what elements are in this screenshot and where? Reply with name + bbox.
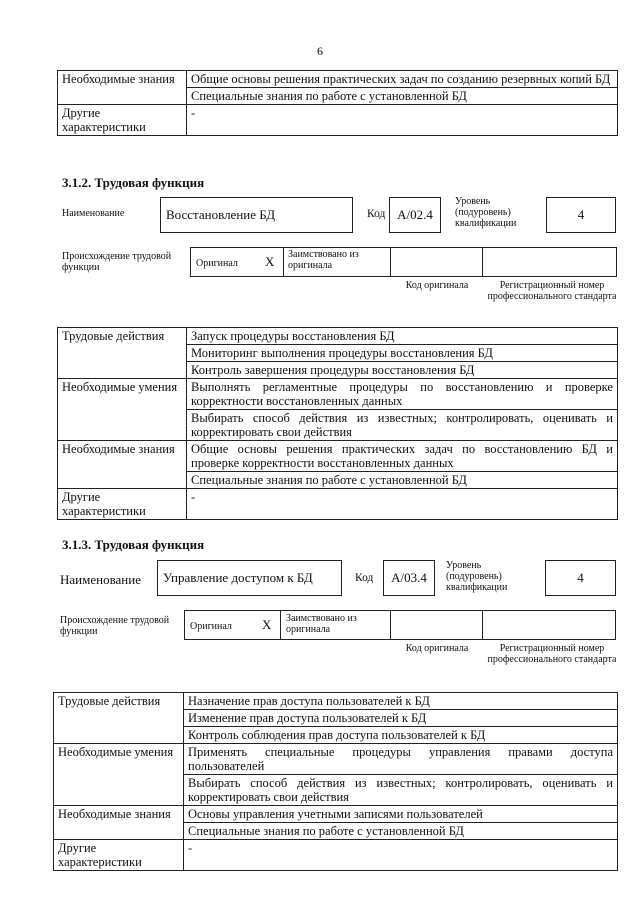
row-label: Другие характеристики [54,840,184,871]
code-value-box [383,560,435,596]
row-item: Изменение прав доступа пользователей к БД [184,710,618,727]
row-item: Основы управления учетными записями пользователей [184,806,618,823]
table-row [58,379,618,410]
row-label: Необходимые знания [58,441,187,489]
row-item: - [187,105,618,136]
code-value: A/03.4 [391,570,427,585]
origin-table [190,247,617,277]
level-value: 4 [577,207,585,222]
row-item: Мониторинг выполнения процедуры восстановления БД [187,345,618,362]
level-label: Уровень (подуровень) квалификации [455,196,517,229]
row-label: Необходимые знания [54,806,184,840]
code-label: Код [367,208,386,220]
row-label: Необходимые умения [58,379,187,441]
table-row [58,105,618,136]
row-item: Контроль соблюдения прав доступа пользователей к БД [184,727,618,744]
row-item: Запуск процедуры восстановления БД [187,328,618,345]
row-item: Специальные знания по работе с установленной БД [187,472,618,489]
row-label: Трудовые действия [58,328,187,379]
name-value: Восстановление БД [166,207,276,222]
row-item: - [187,489,618,520]
code-original-label: Код оригинала [405,643,469,654]
section-3-table [53,692,618,871]
table-row [58,328,618,345]
row-item: Контроль завершения процедуры восстановления БД [187,362,618,379]
original-mark: X [262,617,272,632]
level-label: Уровень (подуровень) квалификации [446,560,508,593]
name-value: Управление доступом к БД [163,570,313,585]
row-item: Общие основы решения практических задач по восстановлению БД и проверке корректности восстановленных данных [187,441,618,472]
code-original-label: Код оригинала [405,280,469,291]
row-item: Выбирать способ действия из известных; контролировать, оценивать и корректировать свои действия [187,410,618,441]
table-row [58,71,618,88]
reg-number-label: Регистрационный номер профессионального стандарта [487,643,617,665]
row-item: Специальные знания по работе с установленной БД [187,88,618,105]
level-value-box [545,560,616,596]
row-item: Специальные знания по работе с установленной БД [184,823,618,840]
reg-number-label: Регистрационный номер профессионального стандарта [487,280,617,302]
code-value: A/02.4 [397,207,433,222]
name-label: Наименование [62,208,125,219]
origin-table [184,610,616,640]
row-item: Назначение прав доступа пользователей к БД [184,693,618,710]
original-label: Оригинал [190,621,232,632]
table-row [54,840,618,871]
row-label: Трудовые действия [54,693,184,744]
table-row [54,693,618,710]
row-item: Выбирать способ действия из известных; контролировать, оценивать и корректировать свои действия [184,775,618,806]
table-row [58,441,618,472]
borrowed-label: Заимствовано из оригинала [288,249,359,271]
table-row [54,806,618,823]
row-item: - [184,840,618,871]
row-item: Выполнять регламентные процедуры по восстановлению и проверке корректности восстановленных данных [187,379,618,410]
top-requirements-table [57,70,618,136]
borrowed-label: Заимствовано из оригинала [286,613,357,635]
origin-label: Происхождение трудовой функции [62,251,172,273]
code-label: Код [355,572,374,584]
level-value: 4 [577,570,584,585]
table-row [58,489,618,520]
row-label: Другие характеристики [58,489,187,520]
name-value-box [160,197,353,233]
origin-label: Происхождение трудовой функции [60,615,170,637]
section-title: 3.1.3. Трудовая функция [62,537,205,552]
original-label: Оригинал [196,258,238,269]
section-title: 3.1.2. Трудовая функция [62,175,205,190]
original-mark: X [265,254,275,269]
name-value-box [157,560,342,596]
row-item: Применять специальные процедуры управления правами доступа пользователей [184,744,618,775]
code-value-box [389,197,441,233]
name-label: Наименование [60,572,141,587]
section-2-table [57,327,618,520]
level-value-box [546,197,616,233]
table-row [54,744,618,775]
page-number: 6 [317,44,323,58]
row-item: Общие основы решения практических задач по созданию резервных копий БД [187,71,618,88]
row-label: Необходимые умения [54,744,184,806]
row-label: Необходимые знания [58,71,187,105]
row-label: Другие характеристики [58,105,187,136]
